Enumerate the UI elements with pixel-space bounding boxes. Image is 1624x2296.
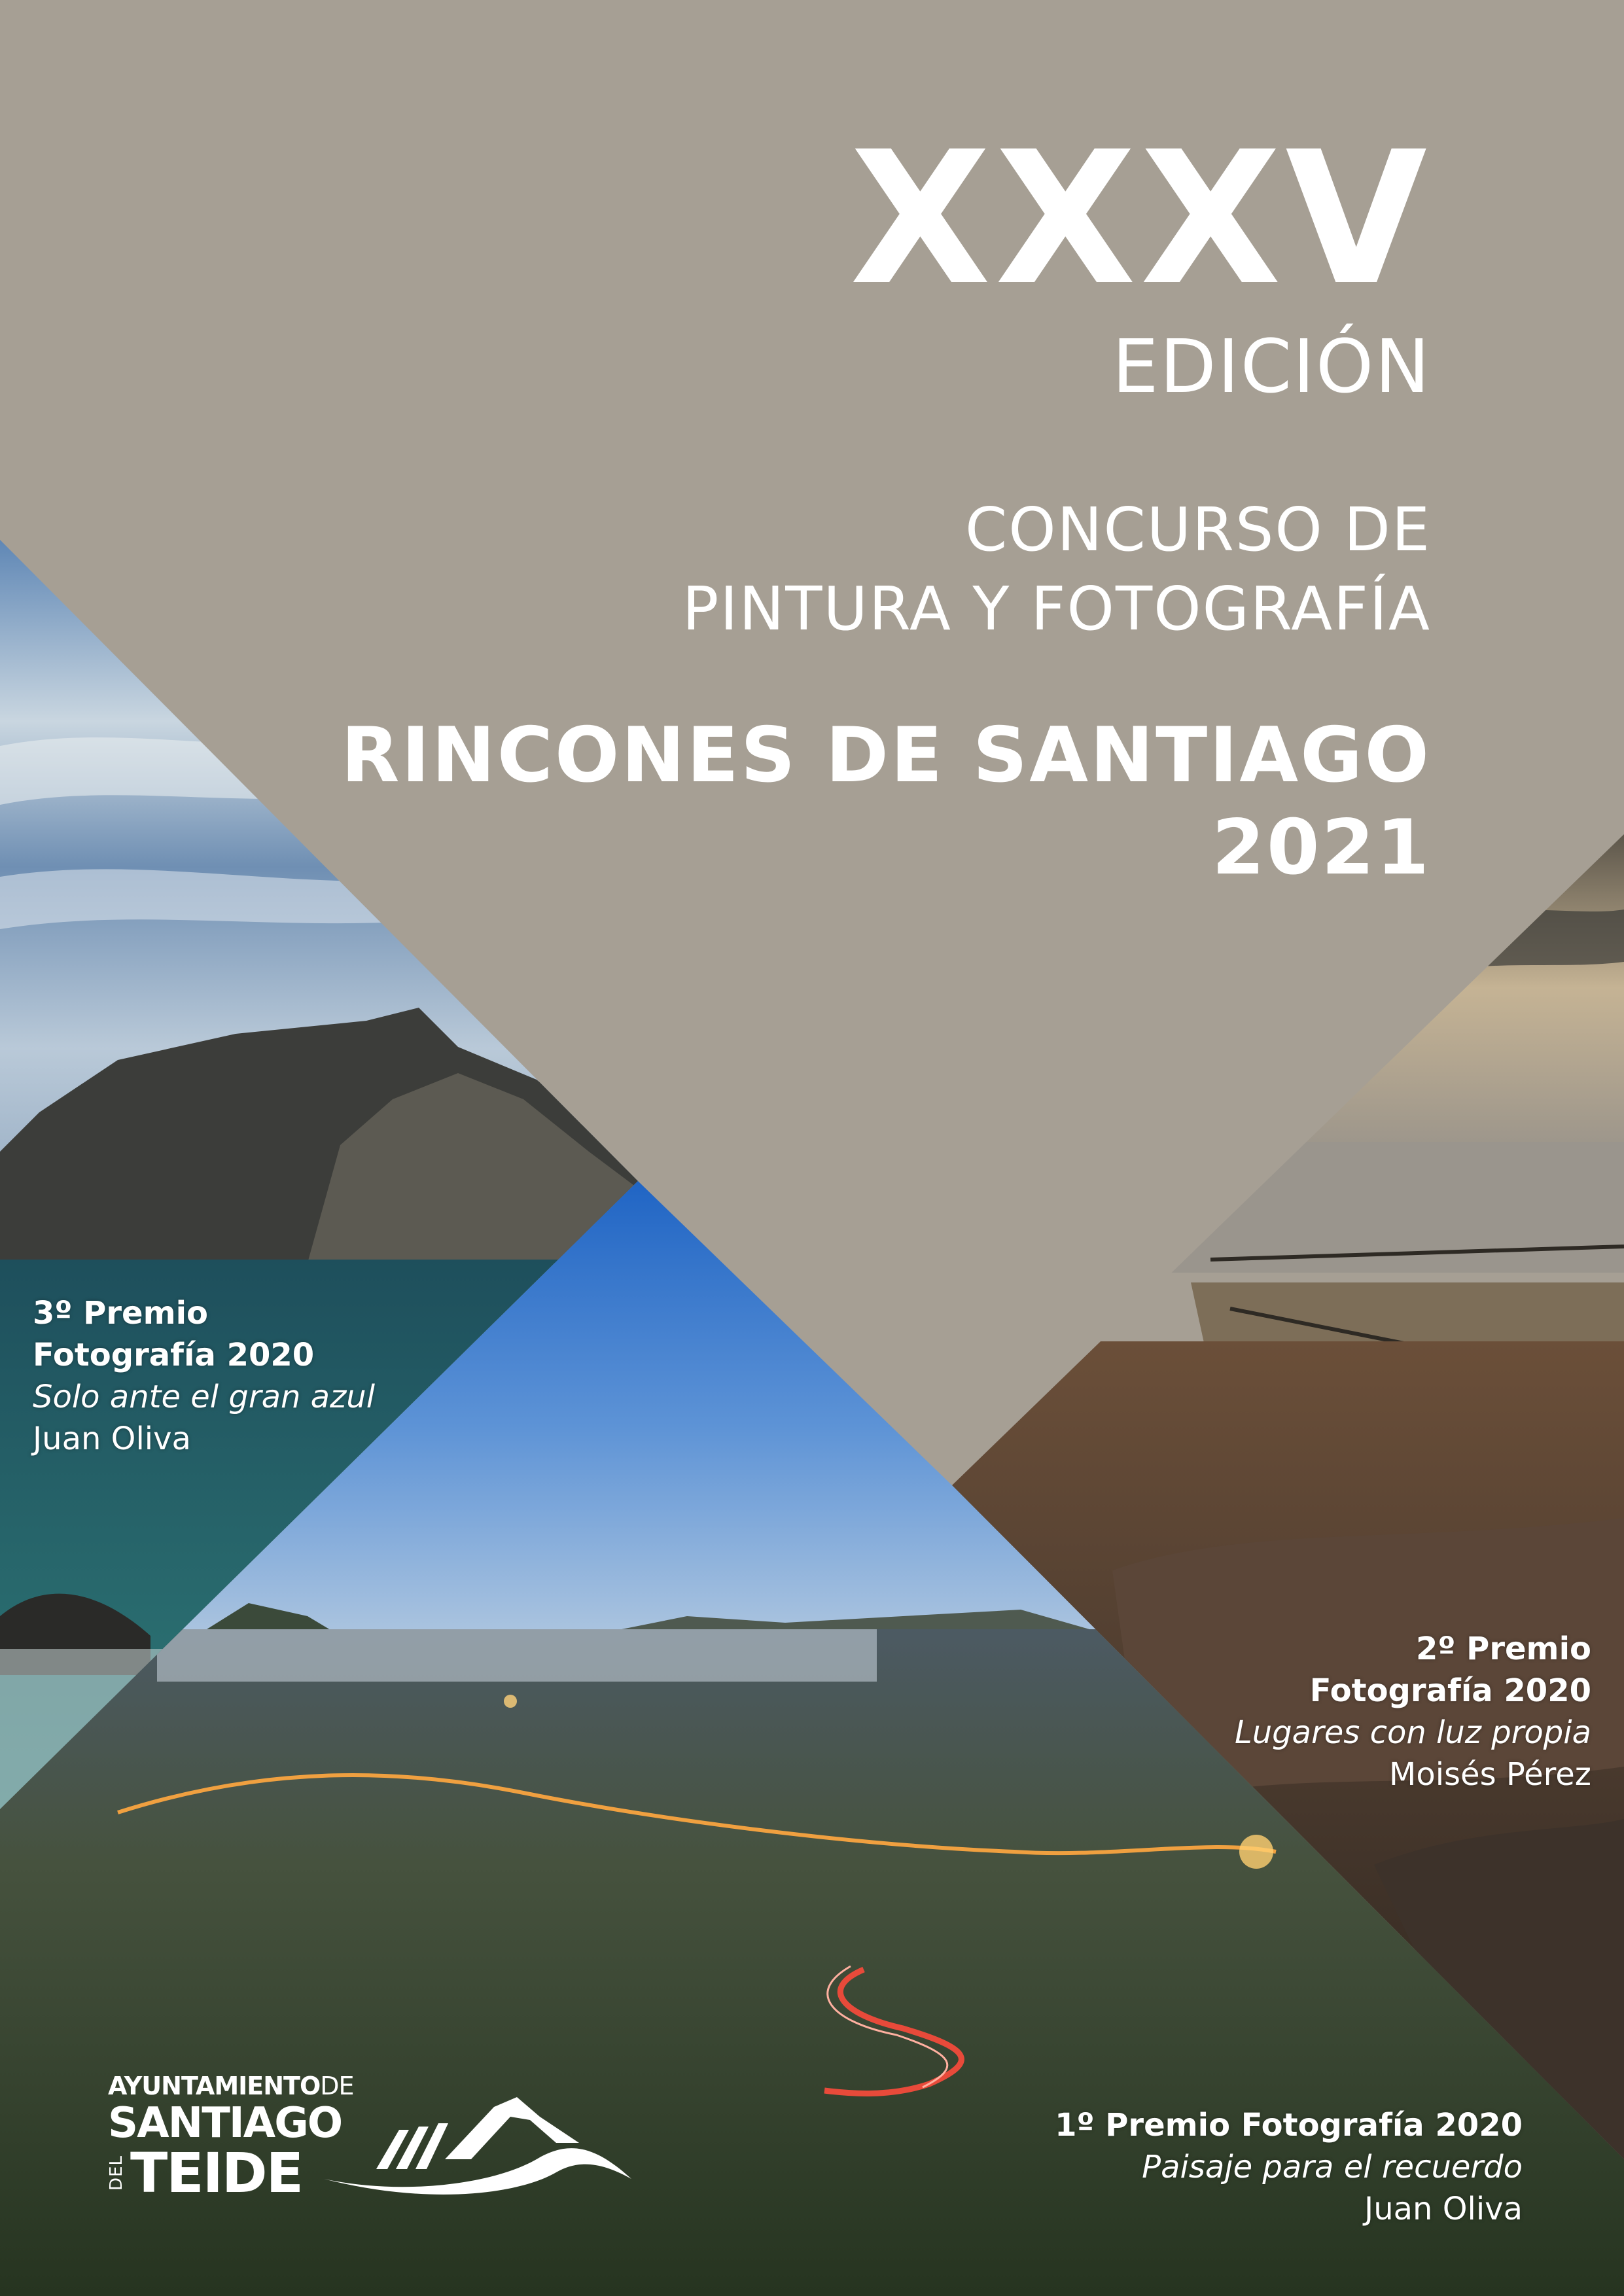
caption-second-prize (1235, 1628, 1591, 1795)
logo-teide: TEIDE (130, 2141, 303, 2205)
logo-del: DEL (107, 2155, 126, 2191)
contest-name-line-1: RINCONES DE SANTIAGO (341, 711, 1431, 800)
municipality-logo (107, 2071, 354, 2205)
edition-numeral: XXXV (849, 113, 1431, 326)
first-prize-label: 1º Premio Fotografía 2020 (1055, 2107, 1523, 2144)
contest-title (341, 490, 1431, 649)
logo-ayuntamiento: AYUNTAMIENTO (108, 2072, 321, 2100)
first-prize-author: Juan Oliva (1364, 2191, 1523, 2227)
title-block (341, 113, 1431, 894)
third-prize-work: Solo ante el gran azul (33, 1379, 376, 1415)
third-prize-author: Juan Oliva (33, 1421, 191, 1457)
second-prize-work: Lugares con luz propia (1234, 1714, 1591, 1751)
contest-line-2: PINTURA Y FOTOGRAFÍA (682, 574, 1431, 645)
logo-santiago: SANTIAGO (108, 2099, 342, 2147)
caption-third-prize (33, 1292, 375, 1460)
third-prize-category: Fotografía 2020 (33, 1337, 315, 1373)
contest-name (341, 709, 1431, 894)
caption-first-prize (1055, 2104, 1523, 2230)
mountain-logo-icon (321, 2081, 635, 2205)
contest-year: 2021 (1212, 804, 1431, 892)
edition-word: EDICIÓN (1112, 325, 1431, 410)
logo-line-1 (108, 2071, 354, 2101)
logo-de: DE (320, 2072, 354, 2100)
second-prize-label: 2º Premio (1415, 1631, 1591, 1667)
logo-line-3 (107, 2141, 354, 2205)
second-prize-author: Moisés Pérez (1388, 1756, 1591, 1793)
third-prize-label: 3º Premio (33, 1295, 209, 1332)
contest-line-1: CONCURSO DE (965, 495, 1431, 565)
first-prize-work: Paisaje para el recuerdo (1142, 2149, 1523, 2185)
second-prize-category: Fotografía 2020 (1309, 1672, 1591, 1709)
